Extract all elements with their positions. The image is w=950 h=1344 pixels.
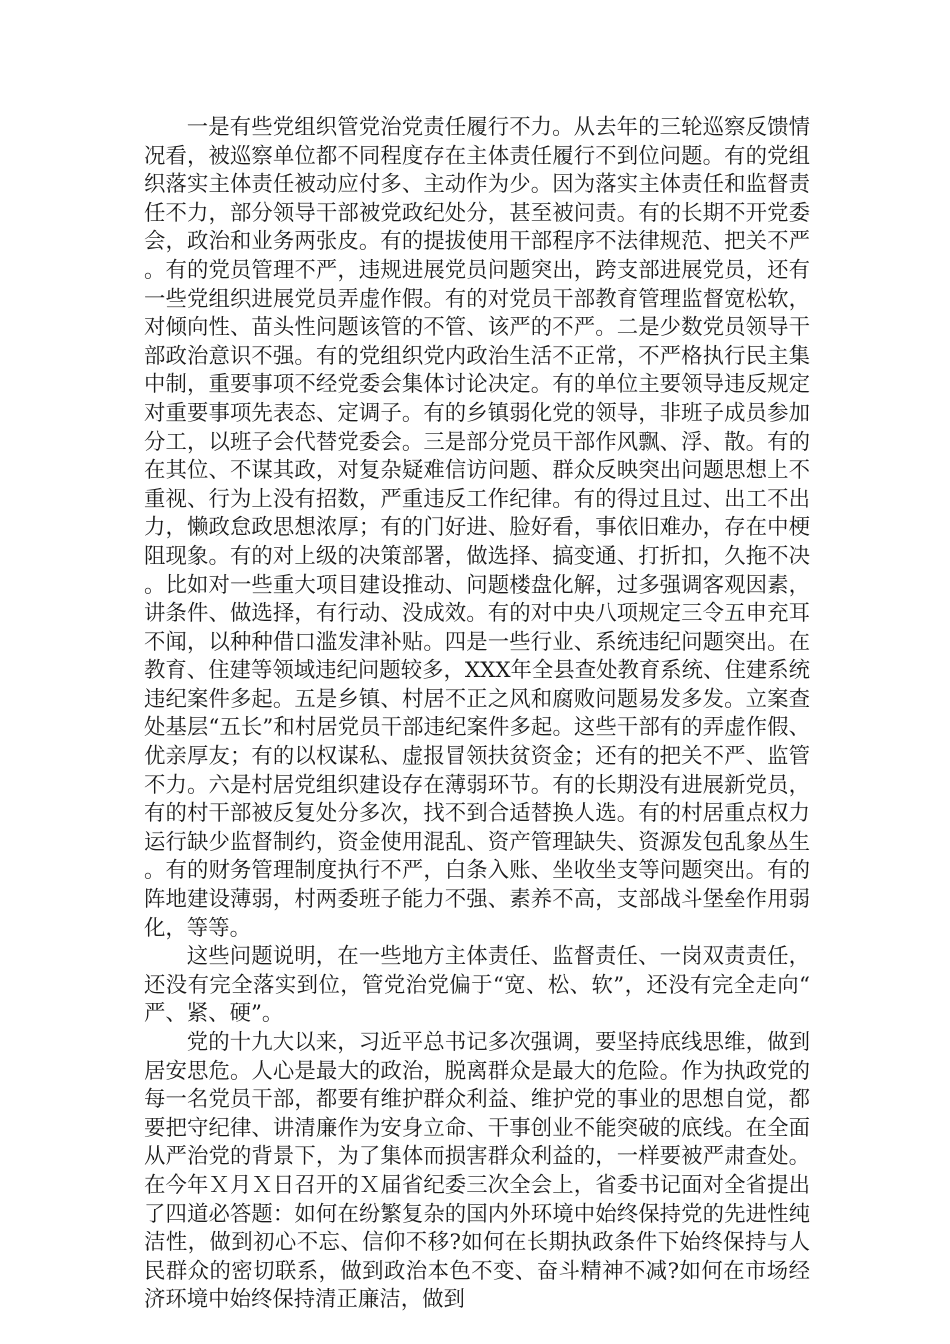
document-page [144,114,810,1315]
paragraph-2: 这些问题说明，在一些地方主体责任、监督责任、一岗双责责任，还没有完全落实到位，管党治党偏于“宽、松、软”，还没有完全走向“严、紧、硬”。 [144,944,810,1027]
paragraph-3: 党的十九大以来，习近平总书记多次强调，要坚持底线思维，做到居安思危。人心是最大的政治，脱离群众是最大的危险。作为执政党的每一名党员干部，都要有维护群众利益、维护党的事业的思想自觉，都要把守纪律、讲清廉作为安身立命、干事创业不能突破的底线。在全面从严治党的背景下，为了集体而损害群众利益的，一样要被严肃查处。在今年Ｘ月Ｘ日召开的Ｘ届省纪委三次全会上，省委书记面对全省提出了四道必答题：如何在纷繁复杂的国内外环境中始终保持党的先进性纯洁性，做到初心不忘、信仰不移?如何在长期执政条件下始终保持与人民群众的密切联系，做到政治本色不变、奋斗精神不减?如何在市场经济环境中始终保持清正廉洁，做到 [144,1030,810,1313]
paragraph-1: 一是有些党组织管党治党责任履行不力。从去年的三轮巡察反馈情况看，被巡察单位都不同程度存在主体责任履行不到位问题。有的党组织落实主体责任被动应付多、主动作为少。因为落实主体责任和监督责任不力，部分领导干部被党政纪处分，甚至被问责。有的长期不开党委会，政治和业务两张皮。有的提拔使用干部程序不法律规范、把关不严。有的党员管理不严，违规进展党员问题突出，跨支部进展党员，还有一些党组织进展党员弄虚作假。有的对党员干部教育管理监督宽松软，对倾向性、苗头性问题该管的不管、该严的不严。二是少数党员领导干部政治意识不强。有的党组织党内政治生活不正常，不严格执行民主集中制，重要事项不经党委会集体讨论决定。有的单位主要领导违反规定对重要事项先表态、定调子。有的乡镇弱化党的领导，非班子成员参加分工，以班子会代替党委会。三是部分党员干部作风飘、浮、散。有的在其位、不谋其政，对复杂疑难信访问题、群众反映突出问题思想上不重视、行为上没有招数，严重违反工作纪律。有的得过且过、出工不出力，懒政怠政思想浓厚；有的门好进、脸好看，事依旧难办，存在中梗阻现象。有的对上级的决策部署，做选择、搞变通、打折扣，久拖不决。比如对一些重大项目建设推动、问题楼盘化解，过多强调客观因素，讲条件、做选择，有行动、没成效。有的对中央八项规定三令五申充耳不闻，以种种借口滥发津补贴。四是一些行业、系统违纪问题突出。在教育、住建等领域违纪问题较多，XXX年全县查处教育系统、住建系统违纪案件多起。五是乡镇、村居不正之风和腐败问题易发多发。立案查处基层“五长”和村居党员干部违纪案件多起。这些干部有的弄虚作假、优亲厚友；有的以权谋私、虚报冒领扶贫资金；还有的把关不严、监管不力。六是村居党组织建设存在薄弱环节。有的长期没有进展新党员，有的村干部被反复处分多次，找不到合适替换人选。有的村居重点权力运行缺少监督制约，资金使用混乱、资产管理缺失、资源发包乱象丛生。有的财务管理制度执行不严，白条入账、坐收坐支等问题突出。有的阵地建设薄弱，村两委班子能力不强、素养不高，支部战斗堡垒作用弱化，等等。 [144,115,811,941]
